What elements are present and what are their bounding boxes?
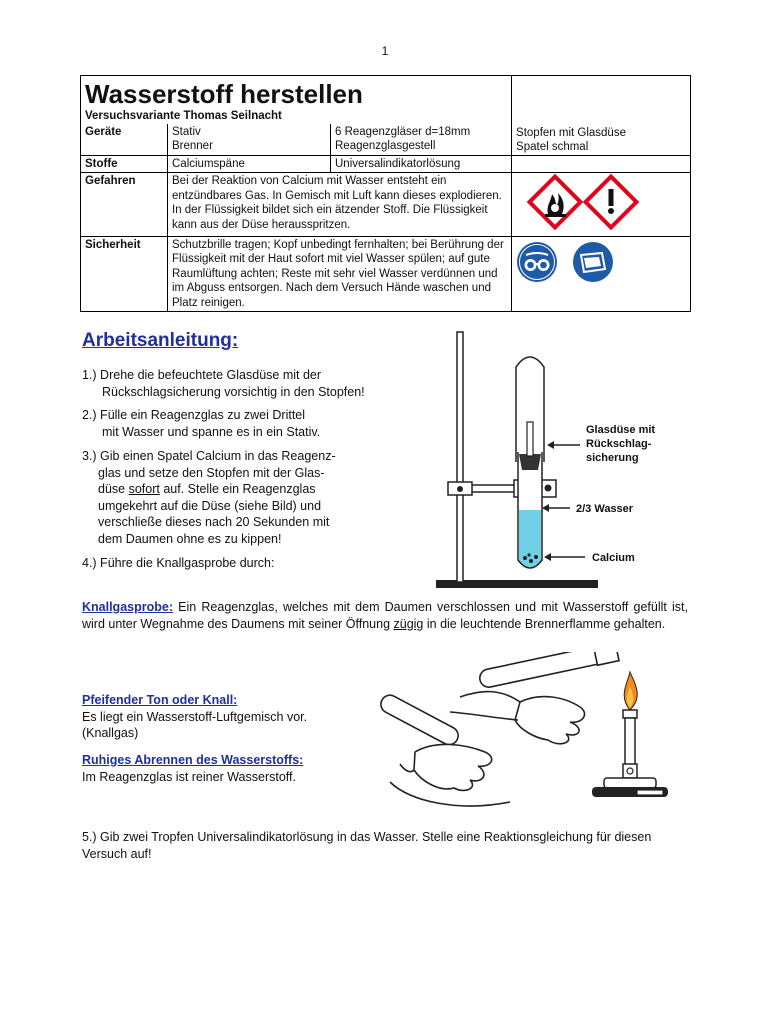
instructions-heading: Arbeitsanleitung: [82, 330, 239, 351]
upper-hand [515, 697, 585, 744]
equipment-item: Brenner [172, 140, 213, 152]
knallgas-term: Knallgasprobe: [82, 600, 173, 614]
text-run: Ein Reagenzglas, welches mit dem Daumen verschlossen und mit Wasserstoff gefüllt ist, wird unter Wegnahme des Daumens mit seiner Öffnung [82, 600, 688, 631]
mandatory-pictograms [512, 237, 691, 287]
glass-nozzle [527, 422, 533, 456]
page-title: Wasserstoff herstellen [85, 79, 363, 109]
text-run: in die leuchtende Brennerflamme gehalten. [423, 616, 666, 631]
result-title: Pfeifender Ton oder Knall: [82, 693, 238, 707]
lower-test-tube [378, 692, 462, 748]
header-table [80, 75, 691, 312]
upper-test-tube [478, 652, 619, 690]
label-calcium: Calcium [592, 552, 635, 564]
equipment-item: Stopfen mit Glasdüse [516, 126, 626, 139]
text-run: auf. Stelle ein Reagenzglas [159, 482, 316, 496]
result-2 [82, 752, 303, 785]
step-1-line: Rückschlagsicherung vorsichtig in den Stopfen! [102, 384, 365, 399]
ghs-exclamation-icon [586, 177, 637, 228]
step-4: 4.) Führe die Knallgasprobe durch: [82, 556, 275, 570]
label-water: 2/3 Wasser [576, 503, 634, 515]
text-run: düse [98, 482, 129, 496]
safety-text: Schutzbrille tragen; Kopf unbedingt fernhalten; bei Berührung der Flüssigkeit mit der Haut sofort mit viel Wasser spülen; auf gute Raumlüftung achten; Reste mit sehr viel Wasser verdünnen und im Abguss entsorgen. Nach dem Versuch Hände waschen und Platz reinigen. [168, 236, 512, 312]
result-line: Im Reagenzglas ist reiner Wasserstoff. [82, 769, 296, 784]
result-line: Es liegt ein Wasserstoff-Luftgemisch vor. [82, 709, 308, 724]
equipment-item: Reagenzglasgestell [335, 140, 436, 152]
page-number: 1 [381, 44, 389, 58]
subtitle: Versuchsvariante Thomas Seilnacht [85, 110, 282, 122]
step-3-line [82, 481, 336, 498]
ghs-pictograms [512, 173, 691, 231]
step-1-line: 1.) Drehe die befeuchtete Glasdüse mit der [82, 368, 322, 382]
label-line: Glasdüse mit [586, 424, 656, 436]
equipment-item: Stativ [172, 125, 201, 138]
step-2 [82, 407, 320, 440]
step-2-line: mit Wasser und spanne es in ein Stativ. [102, 424, 321, 439]
water-fill [519, 510, 541, 567]
label-geraete: Geräte [81, 124, 168, 156]
goggles-icon [517, 242, 557, 282]
bunsen-burner [592, 672, 668, 797]
step-5: 5.) Gib zwei Tropfen Universalindikatorlösung in das Wasser. Stelle eine Reaktionsgleichung für diesen Versuch auf! [82, 830, 652, 861]
step-2-line: 2.) Fülle ein Reagenzglas zu zwei Drittel [82, 408, 306, 422]
label-sicherheit: Sicherheit [81, 236, 168, 312]
knallgas-paragraph [82, 599, 688, 632]
label-gefahren: Gefahren [81, 173, 168, 237]
step-3 [82, 448, 336, 547]
ghs-flame-icon [530, 177, 581, 228]
equipment-item: 6 Reagenzgläser d=18mm [335, 125, 471, 138]
text-run-underlined: sofort [128, 482, 160, 496]
label-nozzle [586, 423, 655, 465]
text-run-underlined: zügig [393, 616, 424, 631]
lower-hand [414, 744, 492, 790]
step-3-line: dem Daumen ohne es zu kippen! [98, 531, 282, 546]
step-3-line: umgekehrt auf die Düse (siehe Bild) und [98, 498, 322, 513]
result-line: (Knallgas) [82, 726, 139, 740]
step-3-line: 3.) Gib einen Spatel Calcium in das Reagenz- [82, 449, 336, 463]
substance-item: Universalindikatorlösung [331, 155, 512, 173]
result-1 [82, 692, 307, 742]
label-line: sicherung [586, 452, 639, 464]
gloves-icon [573, 242, 613, 282]
result-title: Ruhiges Abrennen des Wasserstoffs: [82, 753, 304, 767]
label-line: Rückschlag- [586, 438, 652, 450]
hazards-text: Bei der Reaktion von Calcium mit Wasser entsteht ein entzündbares Gas. In Gemisch mit Luft kann dieses explodieren. In der Flüssigkeit bildet sich ein ätzender Stoff. Die Flüssigkeit kann aus der Düse herausspritzen. [168, 173, 512, 237]
equipment-item: Spatel schmal [516, 141, 589, 153]
hands-burner-illustration [370, 652, 680, 817]
substance-item: Calciumspäne [168, 155, 331, 173]
stand-pole [457, 332, 463, 582]
step-3-line: glas und setze den Stopfen mit der Glas- [98, 465, 325, 480]
step-3-line: verschließe dieses nach 20 Sekunden mit [98, 515, 330, 529]
label-stoffe: Stoffe [81, 155, 168, 173]
step-1 [82, 367, 365, 400]
